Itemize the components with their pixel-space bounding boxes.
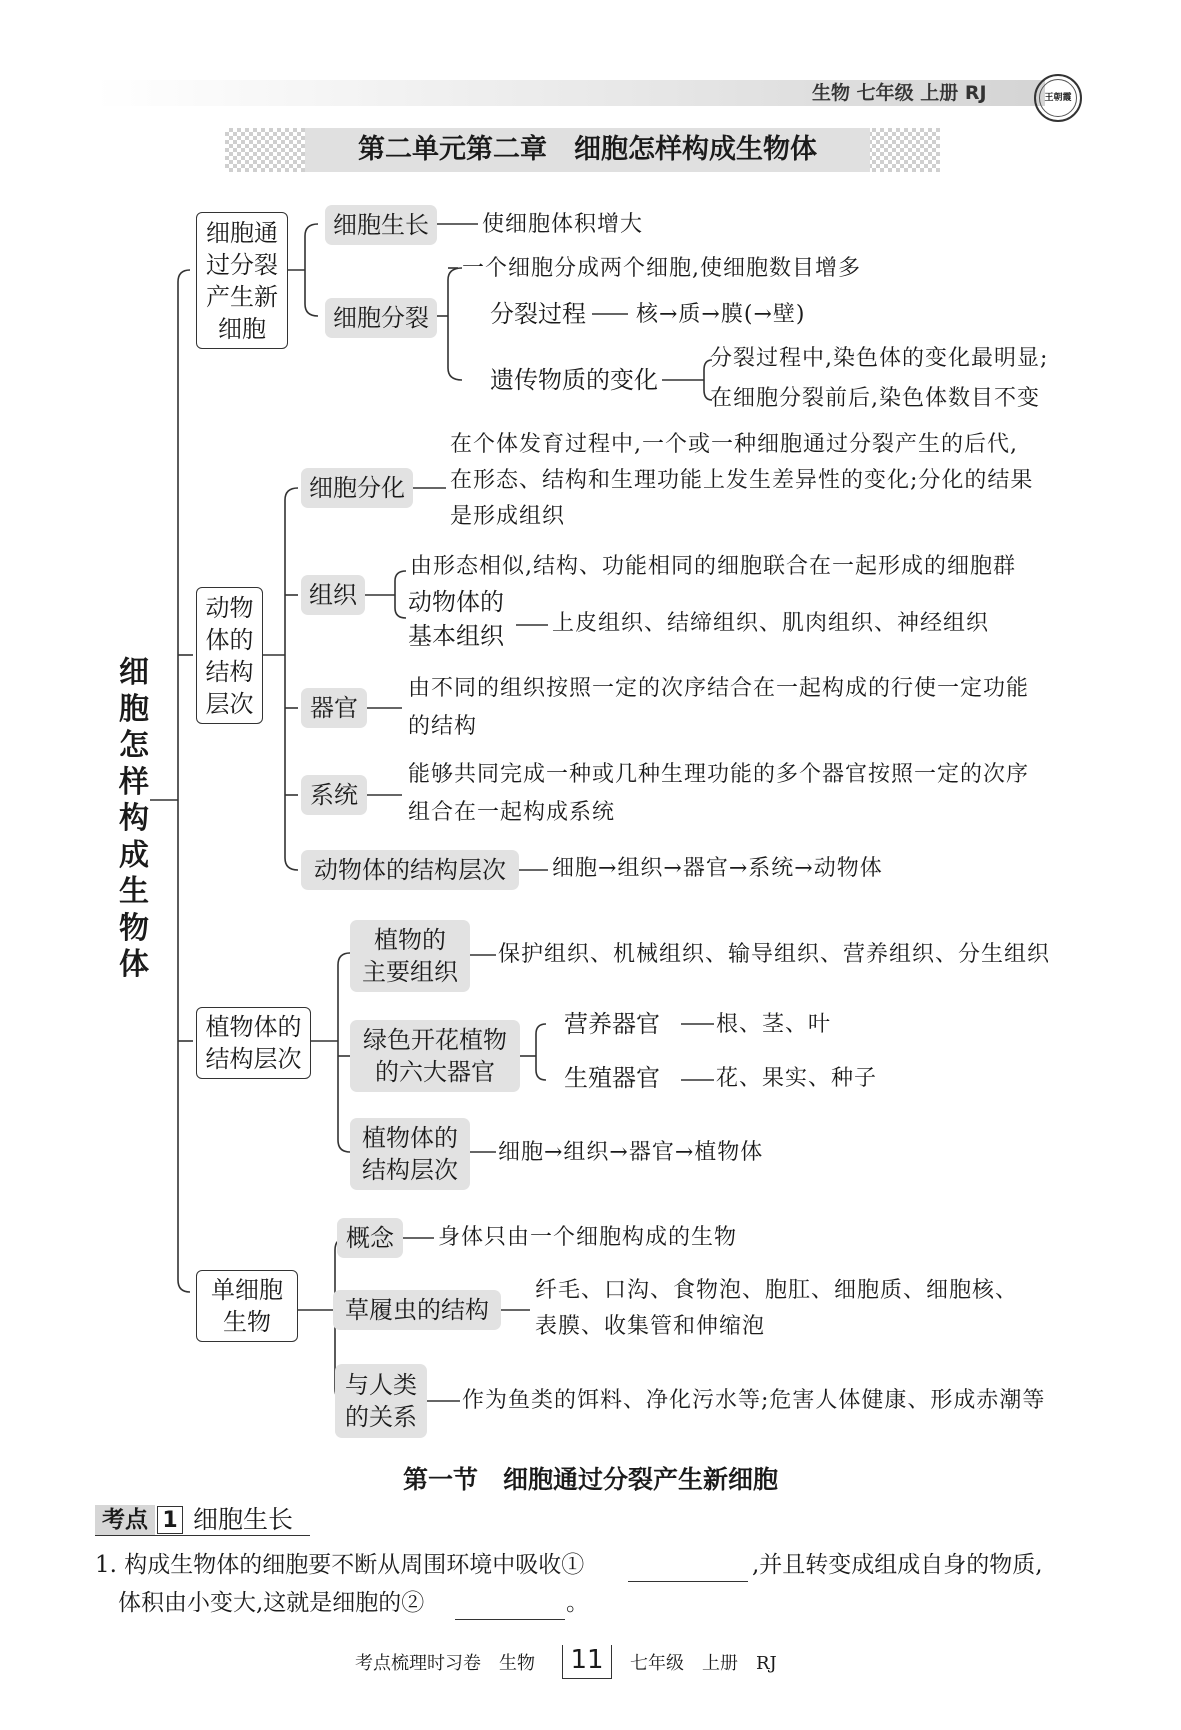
plant-levels-label: 植物体的 结构层次	[350, 1118, 470, 1190]
footer-left: 考点梳理时习卷 生物	[355, 1653, 535, 1674]
human-relation-label: 与人类 的关系	[335, 1364, 427, 1438]
reproductive-organ-label: 生殖器官	[564, 1064, 660, 1092]
genetic-change-label: 遗传物质的变化	[490, 366, 658, 394]
organ-desc2: 的结构	[408, 714, 478, 739]
animal-basic-tissue-label2: 基本组织	[408, 622, 504, 650]
blank-2[interactable]	[455, 1619, 565, 1620]
differentiation-desc2: 在形态、结构和生理功能上发生差异性的变化;分化的结果	[450, 468, 1034, 493]
question-line1-end: ,并且转变成组成自身的物质,	[752, 1552, 1043, 1578]
concept-label: 概念	[337, 1218, 403, 1258]
branch2-box: 动物 体的 结构 层次	[196, 587, 263, 724]
cell-growth-label: 细胞生长	[325, 205, 437, 245]
organ-desc1: 由不同的组织按照一定的次序结合在一起构成的行使一定功能	[408, 676, 1030, 701]
blank-1[interactable]	[628, 1581, 748, 1582]
paramecium-structure-desc2: 表膜、收集管和伸缩泡	[535, 1314, 766, 1339]
system-label: 系统	[301, 775, 367, 815]
human-relation-desc: 作为鱼类的饵料、净化污水等;危害人体健康、形成赤潮等	[462, 1388, 1046, 1413]
animal-levels-label: 动物体的结构层次	[301, 850, 519, 890]
differentiation-desc3: 是形成组织	[450, 504, 566, 529]
animal-basic-tissue-desc: 上皮组织、结缔组织、肌肉组织、神经组织	[552, 611, 990, 636]
animal-basic-tissue-label1: 动物体的	[408, 588, 504, 616]
question-line2-start: 体积由小变大,这就是细胞的②	[118, 1590, 425, 1616]
cell-division-desc: 一个细胞分成两个细胞,使细胞数目增多	[462, 256, 861, 281]
vegetative-organ-label: 营养器官	[564, 1010, 660, 1038]
branch4-box: 单细胞 生物	[196, 1270, 298, 1342]
paramecium-structure-label: 草履虫的结构	[333, 1290, 501, 1330]
kaodian-number: 1	[157, 1506, 183, 1534]
organ-label: 器官	[301, 688, 367, 728]
kaodian-title: 细胞生长	[193, 1505, 294, 1534]
concept-desc: 身体只由一个细胞构成的生物	[438, 1225, 738, 1250]
animal-levels-desc: 细胞→组织→器官→系统→动物体	[552, 856, 883, 881]
page-number: 11	[562, 1645, 612, 1679]
differentiation-desc1: 在个体发育过程中,一个或一种细胞通过分裂产生的后代,	[450, 432, 1018, 457]
genetic-change-desc1: 分裂过程中,染色体的变化最明显;	[710, 346, 1049, 371]
root-label: 细胞怎样构成生物体	[119, 655, 149, 982]
kaodian-tag: 考点	[95, 1505, 155, 1535]
tissue-label: 组织	[301, 575, 365, 615]
plant-levels-desc: 细胞→组织→器官→植物体	[498, 1140, 764, 1165]
cell-growth-desc: 使细胞体积增大	[482, 212, 644, 237]
division-process-desc: 核→质→膜(→壁)	[636, 302, 806, 327]
section-title: 第一节 细胞通过分裂产生新细胞	[402, 1465, 778, 1494]
plant-six-organs-label: 绿色开花植物 的六大器官	[350, 1020, 520, 1092]
kaodian-heading	[95, 1505, 310, 1536]
branch3-box: 植物体的 结构层次	[196, 1007, 311, 1079]
plant-main-tissue-desc: 保护组织、机械组织、输导组织、营养组织、分生组织	[498, 942, 1051, 967]
question-line2-end: 。	[566, 1590, 589, 1616]
system-desc1: 能够共同完成一种或几种生理功能的多个器官按照一定的次序	[408, 762, 1030, 787]
logo-icon: 王朝霞	[1034, 74, 1082, 122]
branch1-box: 细胞通 过分裂 产生新 细胞	[196, 212, 288, 349]
tissue-desc: 由形态相似,结构、功能相同的细胞联合在一起形成的细胞群	[410, 554, 1016, 579]
subject-info: 生物 七年级 上册 RJ	[812, 82, 987, 104]
chapter-title: 第二单元第二章 细胞怎样构成生物体	[358, 134, 817, 165]
vegetative-organ-desc: 根、茎、叶	[716, 1012, 832, 1037]
plant-main-tissue-label: 植物的 主要组织	[350, 920, 470, 992]
reproductive-organ-desc: 花、果实、种子	[716, 1066, 878, 1091]
cell-division-label: 细胞分裂	[325, 298, 437, 338]
cell-differentiation-label: 细胞分化	[301, 468, 413, 508]
paramecium-structure-desc1: 纤毛、口沟、食物泡、胞肛、细胞质、细胞核、	[535, 1278, 1019, 1303]
genetic-change-desc2: 在细胞分裂前后,染色体数目不变	[710, 386, 1040, 411]
system-desc2: 组合在一起构成系统	[408, 800, 616, 825]
footer-right: 七年级 上册 RJ	[630, 1653, 777, 1674]
question-line1-start: 1. 构成生物体的细胞要不断从周围环境中吸收①	[95, 1552, 585, 1578]
division-process-label: 分裂过程	[490, 300, 586, 328]
